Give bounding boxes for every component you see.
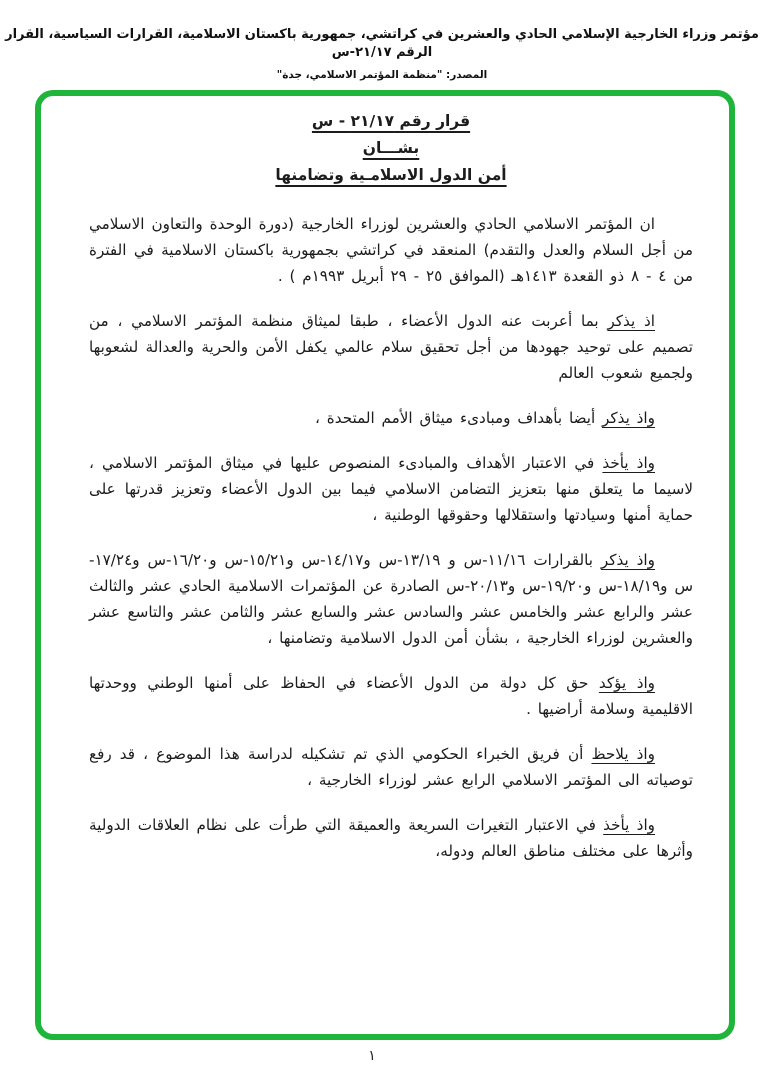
paragraph-text: أيضا بأهداف ومبادىء ميثاق الأمم المتحدة ، <box>315 409 603 427</box>
resolution-number-title: قرار رقم ٢١/١٧ - س <box>311 112 471 130</box>
page-number: ١ <box>368 1048 376 1064</box>
paragraph-text: حق كل دولة من الدول الأعضاء في الحفاظ على أمنها الوطني ووحدتها الاقليمية وسلامة أراضيها . <box>89 674 693 718</box>
paragraph-recalling-un-charter <box>89 405 693 431</box>
document-header <box>0 26 764 81</box>
paragraph-recalling-charter <box>89 308 693 386</box>
paragraph-affirming-rights <box>89 670 693 722</box>
resolution-subject-title: أمن الدول الاسلامـية وتضامنها <box>275 166 507 184</box>
lead-phrase: واذ يلاحظ <box>591 745 655 763</box>
resolution-regarding-title: بشـــان <box>362 139 420 157</box>
header-source-line: مؤتمر وزراء الخارجية الإسلامي الحادي والعشرين في كراتشي، جمهورية باكستان الاسلامية، القرارات السياسية، القرار الرقم ٢١/١٧-س <box>5 27 759 60</box>
paragraph-text: بما أعربت عنه الدول الأعضاء ، طبقا لميثاق منظمة المؤتمر الاسلامي ، من تصميم على توحيد جهودها من أجل تحقيق سلام عالمي يكفل الأمن والحرية والعدالة لشعوبها ولجميع شعوب العالم <box>89 312 693 382</box>
paragraph-noting-expert-group <box>89 741 693 793</box>
paragraph-recalling-resolutions <box>89 547 693 651</box>
paragraph-text: في الاعتبار التغيرات السريعة والعميقة التي طرأت على نظام العلاقات الدولية وأثرها على مختلف مناطق العالم ودوله، <box>89 816 693 860</box>
resolution-body <box>89 211 693 864</box>
paragraph-text: بالقرارات ١١/١٦-س و ١٣/١٩-س و١٤/١٧-س و١٥/٢١-س و١٦/٢٠-س و١٧/٢٤-س و١٨/١٩-س و١٩/٢٠-س و٢٠/١٣-س الصادرة عن المؤتمرات الاسلامية الحادي عشر والثالث عشر والرابع عشر والخامس عشر والسادس عشر والسابع عشر والثامن عشر والتاسع عشر والعشرين لوزراء الخارجية ، بشأن أمن الدول الاسلامية وتضامنها ، <box>89 551 693 647</box>
lead-phrase: واذ يذكر <box>600 551 655 569</box>
lead-phrase: واذ يذكر <box>602 409 655 427</box>
paragraph-text: ان المؤتمر الاسلامي الحادي والعشرين لوزراء الخارجية (دورة الوحدة والتعاون الاسلامي من أجل السلام والعدل والتقدم) المنعقد في كراتشي بجمهورية باكستان الاسلامية في الفترة من ٤ - ٨ ذو القعدة ١٤١٣هـ (الموافق ٢٥ - ٢٩ أبريل ١٩٩٣م ) . <box>89 215 693 285</box>
paragraph-text: أن فريق الخبراء الحكومي الذي تم تشكيله لدراسة هذا الموضوع ، قد رفع توصياته الى المؤتمر الاسلامي الرابع عشر لوزراء الخارجية ، <box>89 745 693 789</box>
lead-phrase: اذ يذكر <box>607 312 655 330</box>
paragraph-text: في الاعتبار الأهداف والمبادىء المنصوص عليها في ميثاق المؤتمر الاسلامي ، لاسيما ما يتعلق منها بتعزيز التضامن الاسلامي فيما بين الدول الأعضاء وتعزيز قدرتها على حماية أمنها وسيادتها واستقلالها وحقوقها الوطنية ، <box>89 454 693 524</box>
resolution-title-block <box>89 108 693 189</box>
paragraph-considering-changes <box>89 812 693 864</box>
paragraph-taking-into-account-principles <box>89 450 693 528</box>
paragraph-preamble <box>89 211 693 289</box>
lead-phrase: واذ يأخذ <box>603 816 656 834</box>
lead-phrase: واذ يأخذ <box>602 454 655 472</box>
header-publisher-line: المصدر: "منظمة المؤتمر الاسلامي، جدة" <box>276 69 488 81</box>
lead-phrase: واذ يؤكد <box>598 674 656 692</box>
document-frame <box>35 90 735 1040</box>
